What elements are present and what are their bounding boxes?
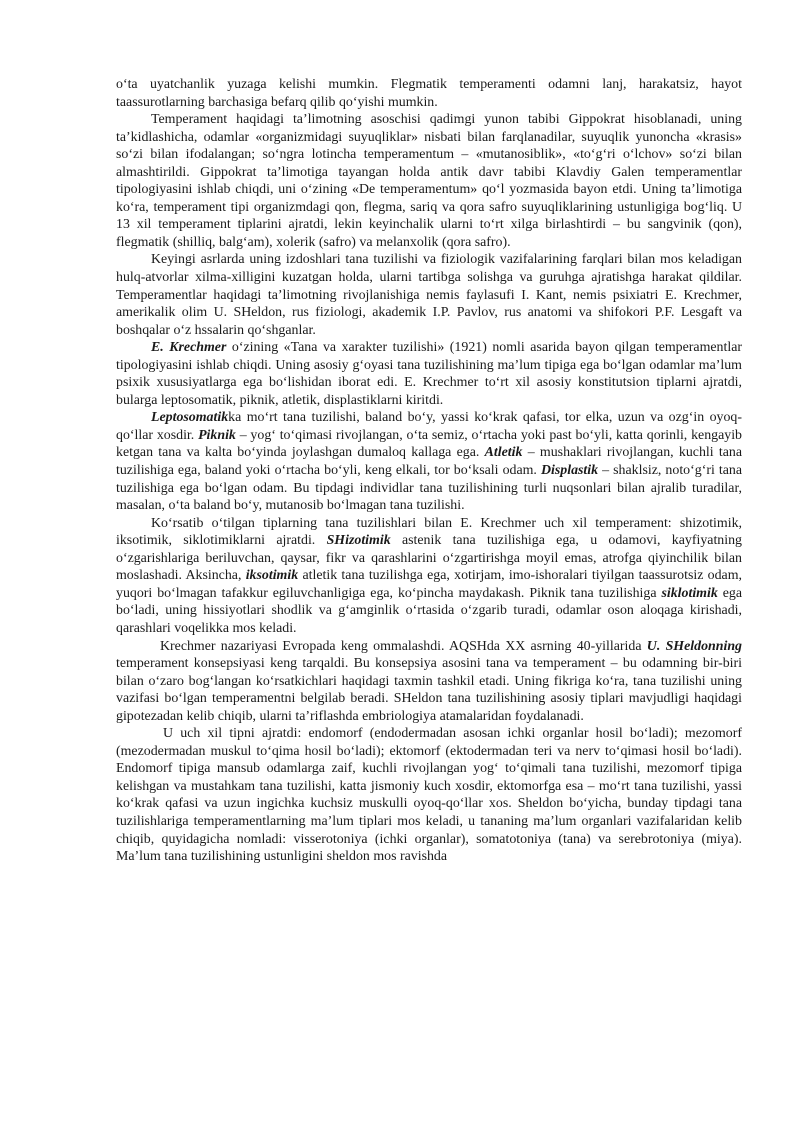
emphasized-term: Leptosomatik — [151, 410, 229, 426]
paragraph-4 — [116, 339, 742, 409]
text-run: astenik tana tuzilishiga ega, u odamovi, kayfiyatning o‘zgarishlariga beriluvchan, qaysar, fikr va qarashlarini o‘zgartirishga moyil emas, atrofga qiyinchilik bilan moslashadi. Aksincha, — [116, 533, 742, 584]
emphasized-term: siklotimik — [661, 585, 718, 601]
paragraph-8 — [116, 725, 742, 865]
text-run: ka mo‘rt tana tuzilishi, baland bo‘y, yassi ko‘krak qafasi, tor elka, uzun va ozg‘in oyoq-qo‘llar xosdir. — [116, 410, 742, 443]
paragraph-7 — [116, 638, 742, 726]
text-run: temperament konsepsiyasi keng tarqaldi. Bu konsepsiya asosini tana va temperament – bu odamning bir-biri bilan o‘zaro bog‘langan ko‘rsatkichlari haqidagi taxmin tashkil etadi. Uning fikriga ko‘ra, tana tuzilishi uning vazifasi bo‘lgan temperamentni belgilab beradi. SHeldon tana tuzilishining asosiy tiplari mavjudligi haqidagi gipotezadan kelib chiqib, ularni ta’riflashda embriologiya atamalaridan foydalanadi. — [116, 656, 742, 724]
text-run: o‘zining «Tana va xarakter tuzilishi» (1921) nomli asarida bayon qilgan temperamentlar tipologiyasini ishlab chiqdi. Uning asosiy g‘oyasi tana tuzilishining ma’lum tipiga ega bo‘lgan odamlar ma’lum psixik xususiyatlarga ega bo‘lishidan iborat edi. E. Krechmer to‘rt xil asosiy konstitutsion tiplarni ajratdi, bularga leptosomatik, piknik, atletik, displastiklarni kiritdi. — [116, 340, 742, 408]
emphasized-term: SHizotimik — [326, 533, 391, 549]
text-run: – shaklsiz, noto‘g‘ri tana tuzilishiga ega bo‘lgan odam. Bu tipdagi individlar tana tuzilishining turli nuqsonlari bilan ajralib turadilar, masalan, o‘ta baland bo‘y, mutanosib bo‘lmagan tana tuzilishi. — [116, 463, 743, 514]
paragraph-5 — [116, 409, 742, 514]
paragraph-2 — [116, 111, 742, 251]
document-page — [116, 76, 742, 866]
paragraph-1 — [116, 76, 742, 111]
emphasized-term: Displastik — [540, 463, 599, 479]
text-run: – yog‘ to‘qimasi rivojlangan, o‘ta semiz, o‘rtacha yoki past bo‘yli, katta qorinli, kengayib ketgan tana va kalta bo‘yinda joylashgan dumaloq kallaga ega. — [116, 427, 742, 461]
text-run: Krechmer nazariyasi Evropada keng ommalashdi. AQSHda XX asrning 40-yillarida — [160, 638, 647, 654]
emphasized-term: Piknik — [198, 427, 236, 443]
text-run: – mushaklari rivojlangan, kuchli tana tuzilishiga ega, baland yoki o‘rtacha bo‘yli, keng elkali, tor bo‘ksali odam. — [116, 445, 742, 479]
paragraph-6 — [116, 515, 742, 638]
emphasized-term: U. SHeldonning — [646, 638, 742, 654]
text-run: Keyingi asrlarda uning izdoshlari tana tuzilishi va fiziologik vazifalarining farqlari bilan mos keladigan hulq-atvorlar xilma-xilligini kuzatgan holda, ularni tartibga solishga va guruhga ajratishga harakat qildilar. Temperamentlar haqidagi ta’limotning rivojlanishiga nemis faylasufi I. Kant, nemis psixiatri E. Krechmer, amerikalik olim U. SHeldon, rus fiziologi, akademik I.P. Pavlov, rus anatomi va shifokori P.F. Lesgaft va boshqalar o‘z hssalarin qo‘shganlar. — [116, 252, 742, 338]
text-run: Ko‘rsatib o‘tilgan tiplarning tana tuzilishlari bilan E. Krechmer uch xil temperament: shizotimik, iksotimik, siklotimiklarni ajratdi. — [116, 515, 742, 549]
text-run: ega bo‘ladi, uning hissiyotlari shodlik va g‘amginlik o‘rtasida o‘zgarib turadi, odamlar oson aloqaga kirishadi, qarashlari voqelikka mos keladi. — [116, 585, 743, 636]
text-run: atletik tana tuzilishga ega, xotirjam, imo-ishoralari tiyilgan taassurotsiz odam, yuqori bo‘lmagan tafakkur egiluvchanligiga ega, ko‘pincha maydakash. Piknik tana tuzilishiga — [116, 568, 742, 601]
text-run: o‘ta uyatchanlik yuzaga kelishi mumkin. Flegmatik temperamenti odamni lanj, harakatsiz, hayot taassurotlarning barchasiga befarq qilib qo‘yishi mumkin. — [116, 77, 742, 110]
paragraph-3 — [116, 251, 742, 339]
emphasized-term: iksotimik — [245, 568, 299, 584]
emphasized-term: Atletik — [484, 445, 523, 461]
emphasized-term: E. Krechmer — [151, 340, 227, 356]
text-run: U uch xil tipni ajratdi: endomorf (endodermadan asosan ichki organlar hosil bo‘ladi); mezomorf (mezodermadan muskul to‘qima hosil bo‘ladi); ektomorf (ektodermadan teri va nerv to‘qimasi hosil bo‘ladi). Endomorf tipiga mansub odamlarga zaif, kuchli rivojlangan yog‘ to‘qimali tana tuzilishi, mezomorf tipiga kelishgan va mustahkam tana tuzilishi, katta jismoniy kuch xosdir, ektomorfga esa – mo‘rt tana tuzilishi, yassi ko‘krak qafasi va uzun ingichka kuchsiz muskulli oyoq-qo‘llar xos. Sheldon bo‘yicha, bunday tipdagi tana tuzilishlariga temperamentlarning ma’lum tiplari mos keladi, u tananing ma’lum organlari vazifalaridan kelib chiqib, quyidagicha nomladi: visserotoniya (ichki organlar), somatotoniya (tana) va serebrotoniya (miya). Ma’lum tana tuzilishining ustunligini sheldon mos ravishda — [116, 726, 742, 865]
text-run: Temperament haqidagi ta’limotning asoschisi qadimgi yunon tabibi Gippokrat hisoblanadi, uning ta’kidlashicha, odamlar «organizmidagi suyuqliklar» nisbati bilan farqlanadilar, suyuqlik yunoncha «krasis» so‘zi bilan ifodalangan; so‘ngra lotincha temperamentum – «mutanosiblik», «to‘g‘ri o‘lchov» so‘zi bilan almashtirildi. Gippokrat ta’limotiga tayangan holda antik davr tabibi Klavdiy Galen temperamentlar tipologiyasini ishlab chiqdi, uni o‘zining «De temperamentum» qo‘l yozmasida bayon etdi. Uning ta’limotiga ko‘ra, temperament tipi organizmdagi qon, flegma, sariq va qora safro suyuqliklarining ustunligiga bog‘liq. U 13 xil temperament tiplarini ajratdi, lekin keyinchalik ularni to‘rt xilga birlashtirdi – bu sangvinik (qon), flegmatik (shilliq, balg‘am), xolerik (safro) va melanxolik (qora safro). — [116, 112, 742, 250]
